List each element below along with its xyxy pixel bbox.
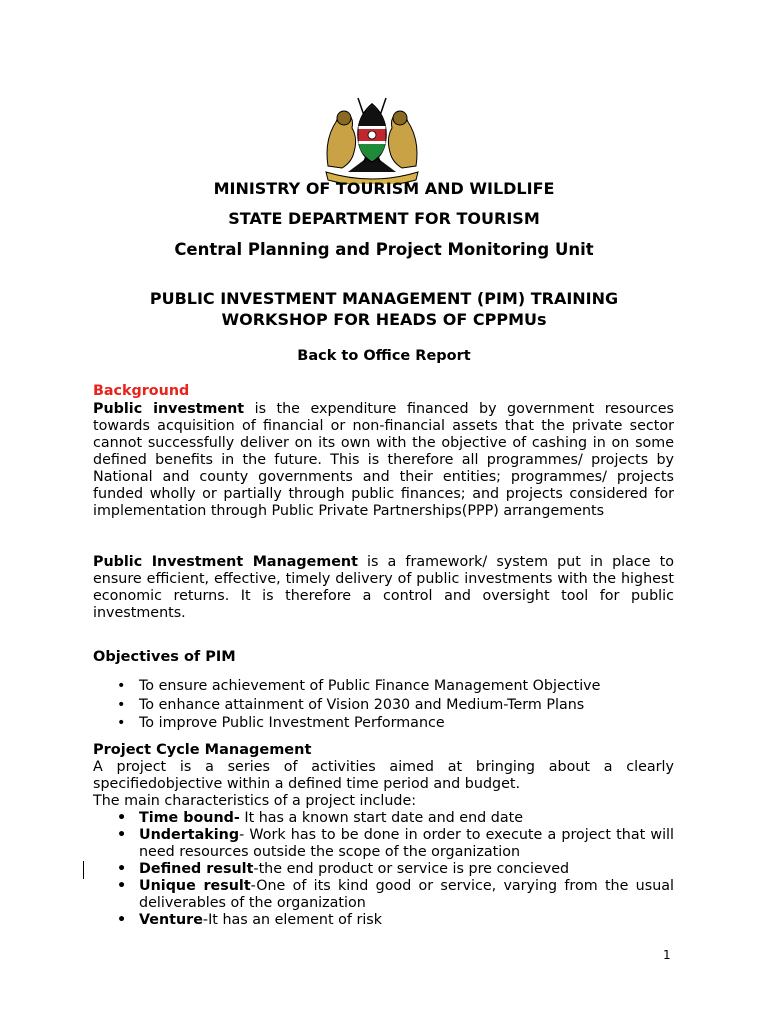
list-item [117,696,679,715]
bullet-icon: • [117,912,127,928]
department-heading: STATE DEPARTMENT FOR TOURISM [228,209,540,228]
public-investment-text: is the expenditure financed by government resources towards acquisition of financial or non-financial assets that the private sector cannot successfully deliver on its own with the objective of cashing in on some defined benefits in the future. This is therefore all programmes/ projects by National and county governments and their entities; programmes/ projects funded wholly or partially through public finances; and projects considered for implementation through Public Private Partnerships(PPP) arrangements [93,401,674,519]
text-cursor [83,861,84,879]
objective-text: To ensure achievement of Public Finance Management Objective [139,678,601,694]
bullet-icon: • [117,878,127,894]
objectives-heading: Objectives of PIM [93,649,236,665]
list-item [117,677,679,696]
characteristic-term: Undertaking [139,827,240,843]
characteristic-text: It has a known start date and end date [239,810,524,826]
public-investment-term: Public investment [93,401,245,417]
characteristic-text: - Work has to be done in order to execute a project that will need resources outside the scope of the organization [139,827,674,860]
objective-text: To enhance attainment of Vision 2030 and Medium-Term Plans [139,696,585,713]
bullet-icon: • [117,827,127,843]
bullet-icon: • [117,678,126,694]
background-heading [93,383,674,400]
characteristic-text: -It has an element of risk [202,912,383,928]
characteristics-list [117,810,674,929]
document-title: PUBLIC INVESTMENT MANAGEMENT (PIM) TRAINING WORKSHOP FOR HEADS OF CPPMUs [149,289,619,329]
ministry-heading: MINISTRY OF TOURISM AND WILDLIFE [213,179,555,198]
background-heading-label: Background [93,383,190,399]
bullet-icon: • [117,810,127,826]
objectives-list [117,677,679,733]
pcm-lead: The main characteristics of a project include: [93,793,417,809]
characteristic-term: Time bound- [139,810,240,826]
characteristic-term: Venture [139,912,203,928]
objective-text: To improve Public Investment Performance [139,715,445,731]
characteristic-term: Defined result [139,861,254,877]
coat-of-arms-icon [318,92,426,184]
public-investment-paragraph [93,401,674,520]
characteristic-text: -One of its kind good or service, varying from the usual deliverables of the organization [139,878,674,911]
document-subtitle: Back to Office Report [297,348,471,364]
pim-text: is a framework/ system put in place to ensure efficient, effective, timely delivery of public investments with the highest economic returns. It is therefore a control and oversight tool for public investments. [93,554,674,621]
list-item [117,827,674,861]
bullet-icon: • [117,861,127,877]
list-item [117,714,679,733]
list-item [117,810,674,827]
unit-heading: Central Planning and Project Monitoring Unit [174,240,594,259]
characteristic-term: Unique result [139,878,251,894]
list-item [117,912,674,929]
list-item [117,878,674,912]
pcm-intro: A project is a series of activities aimed at bringing about a clearly specifiedobjective within a defined time period and budget. [93,759,674,792]
bullet-icon: • [117,696,126,713]
page-number: 1 [663,948,671,962]
characteristic-text: -the end product or service is pre concieved [253,861,570,877]
pim-term: Public Investment Management [93,554,358,570]
bullet-icon: • [117,715,126,731]
pim-paragraph [93,554,674,622]
pcm-heading: Project Cycle Management [93,742,312,758]
list-item [117,861,674,878]
